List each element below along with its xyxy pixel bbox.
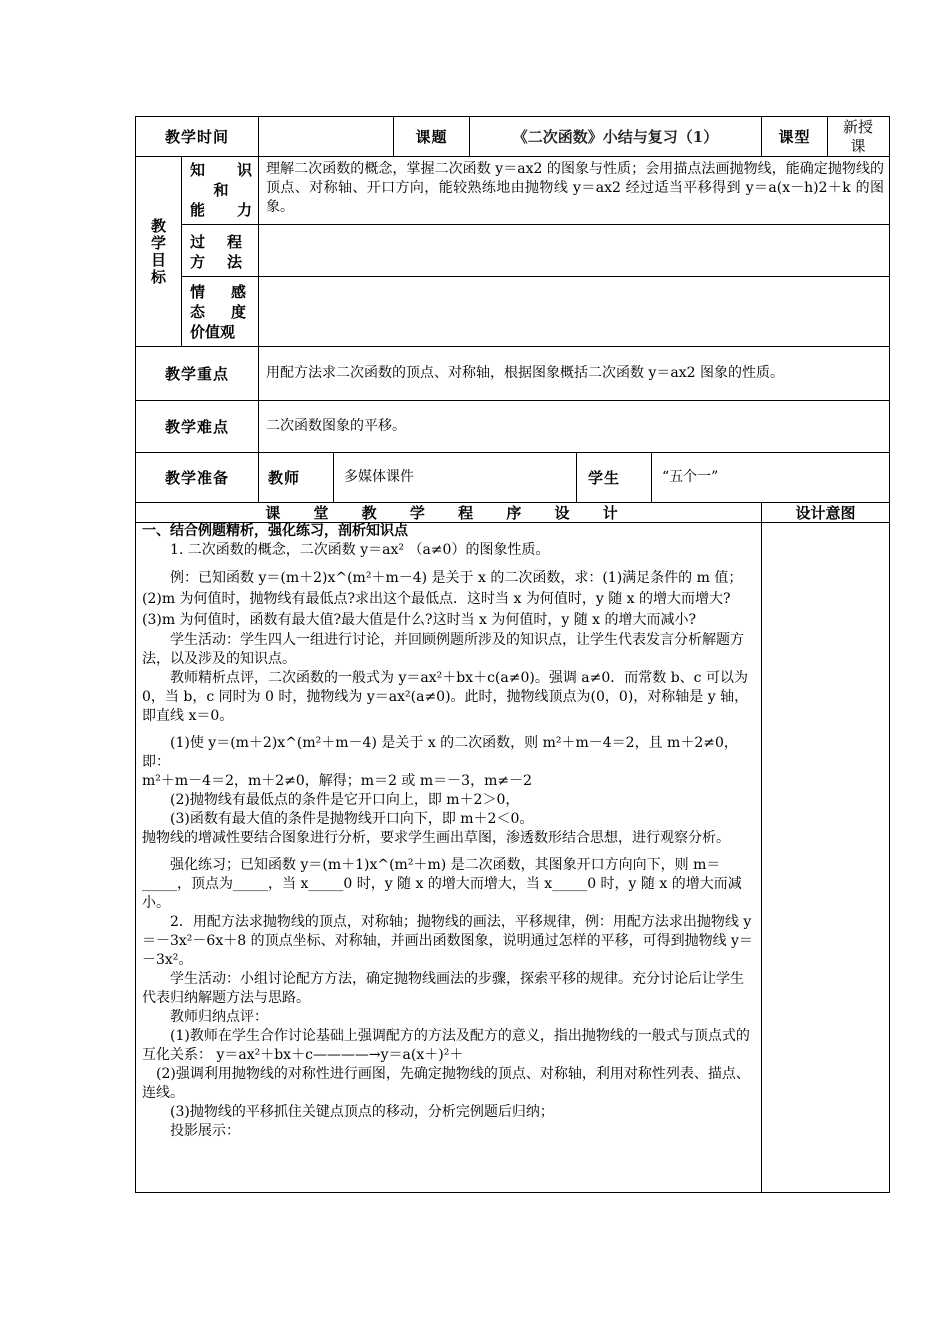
difficulty-label: 教学难点: [164, 418, 229, 436]
border-bottom: [135, 1192, 890, 1193]
paragraph-concept: 1. 二次函数的概念，二次函数 y＝ax² （a≠0）的图象性质。: [170, 542, 550, 558]
lesson-type-value: 新授课: [842, 118, 873, 155]
program-body: [142, 522, 754, 1141]
lesson-type-label: 课型: [778, 128, 811, 146]
paragraph-solution-1b: m²＋m－4＝2，m＋2≠0，解得；m＝2 或 m＝－3，m≠－2: [142, 773, 532, 789]
teacher-value: 多媒体课件: [344, 469, 414, 485]
design-intent-title: 设计意图: [795, 504, 856, 522]
paragraph-summary-3: (3)抛物线的平移抓住关键点顶点的移动，分析完例题后归纳；: [170, 1104, 554, 1120]
paragraph-practice: 强化练习；已知函数 y＝(m＋1)x^(m²＋m) 是二次函数，其图象开口方向向下，则 m＝_____，顶点为_____，当 x_____0 时，y 随 x 的增大而增大，当 x_____0 时，y 随 x 的增大而减小。: [142, 857, 742, 911]
teaching-time-value: [259, 117, 393, 156]
emotion-text: [266, 282, 884, 342]
border-right: [889, 116, 890, 1193]
key-point-label: 教学重点: [164, 365, 229, 383]
teacher-label: 教师: [268, 469, 301, 487]
paragraph-solution-2: (2)抛物线有最低点的条件是它开口向上，即 m＋2＞0，: [170, 792, 520, 808]
section-1-heading: 一、结合例题精析，强化练习，剖析知识点: [142, 523, 408, 539]
paragraph-solution-1: (1)使 y＝(m＋2)x^(m²＋m－4) 是关于 x 的二次函数，则 m²＋m－4＝2，且 m＋2≠0，即：: [142, 735, 738, 770]
process-text: [266, 230, 884, 274]
process-label: 过 程 方 法: [190, 233, 242, 271]
border-left: [135, 116, 136, 1193]
topic-value: 《二次函数》小结与复习（1）: [512, 128, 719, 146]
objectives-label: 教学目标: [149, 218, 167, 286]
key-point-text: 用配方法求二次函数的顶点、对称轴，根据图象概括二次函数 y＝ax2 图象的性质。: [266, 365, 784, 381]
paragraph-solution-3: (3)函数有最大值的条件是抛物线开口向下，即 m＋2＜0。: [170, 811, 534, 827]
emotion-label: 情 感 态 度 价值观: [190, 283, 246, 341]
paragraph-monotonicity: 抛物线的增减性要结合图象进行分析，要求学生画出草图，渗透数形结合思想，进行观察分析。: [142, 830, 730, 846]
paragraph-summary-2: (2)强调利用抛物线的对称性进行画图，先确定抛物线的顶点、对称轴，利用对称性列表、描点、连线。: [142, 1066, 750, 1101]
paragraph-teacher-comment-1: 教师精析点评，二次函数的一般式为 y＝ax²＋bx＋c(a≠0)。强调 a≠0．而常数 b、c 可以为 0，当 b，c 同时为 0 时，抛物线为 y＝ax²(a≠0)。此时，抛物线顶点为(0，0)，对称轴是 y 轴，即直线 x＝0。: [142, 670, 749, 724]
knowledge-text: 理解二次函数的概念，掌握二次函数 y＝ax2 的图象与性质；会用描点法画抛物线，能确定抛物线的顶点、对称轴、开口方向，能较熟练地由抛物线 y＝ax2 经过适当平移得到 y＝a(x－h)2＋k 的图象。: [266, 161, 884, 215]
difficulty-text: 二次函数图象的平移。: [266, 418, 406, 434]
knowledge-label: 知 识 和 能 力: [190, 161, 252, 219]
paragraph-completing-square: 2．用配方法求抛物线的顶点，对称轴；抛物线的画法，平移规律，例：用配方法求出抛物线 y＝－3x²－6x＋8 的顶点坐标、对称轴，并画出函数图象，说明通过怎样的平移，可得到抛物线 y＝－3x²。: [142, 914, 753, 968]
design-intent-cell: [762, 523, 889, 1192]
student-value: “五个一”: [662, 469, 719, 485]
paragraph-example-1: 例：已知函数 y＝(m＋2)x^(m²＋m－4) 是关于 x 的二次函数，求：(1)满足条件的 m 值；(2)m 为何值时，抛物线有最低点?求出这个最低点．这时当 x 为何值时，y 随 x 的增大而增大?(3)m 为何值时，函数有最大值?最大值是什么?这时当 x 为何值时，y 随 x 的增大而减小?: [142, 570, 743, 628]
paragraph-student-activity-1: 学生活动：学生四人一组进行讨论，并回顾例题所涉及的知识点，让学生代表发言分析解题方法，以及涉及的知识点。: [142, 632, 744, 667]
paragraph-summary-1: (1)教师在学生合作讨论基础上强调配方的方法及配方的意义，指出抛物线的一般式与顶点式的互化关系： y＝ax²＋bx＋c————→y＝a(x＋)²＋: [142, 1028, 750, 1063]
paragraph-student-activity-2: 学生活动：小组讨论配方方法，确定抛物线画法的步骤，探索平移的规律。充分讨论后让学生代表归纳解题方法与思路。: [142, 971, 744, 1006]
preparation-label: 教学准备: [164, 469, 229, 487]
paragraph-teacher-summary-heading: 教师归纳点评：: [170, 1009, 268, 1025]
topic-label: 课题: [415, 128, 448, 146]
program-title: 课 堂 教 学 程 序 设 计: [265, 504, 632, 522]
teaching-time-label: 教学时间: [164, 128, 229, 146]
paragraph-projection: 投影展示：: [170, 1123, 240, 1139]
student-label: 学生: [588, 469, 621, 487]
